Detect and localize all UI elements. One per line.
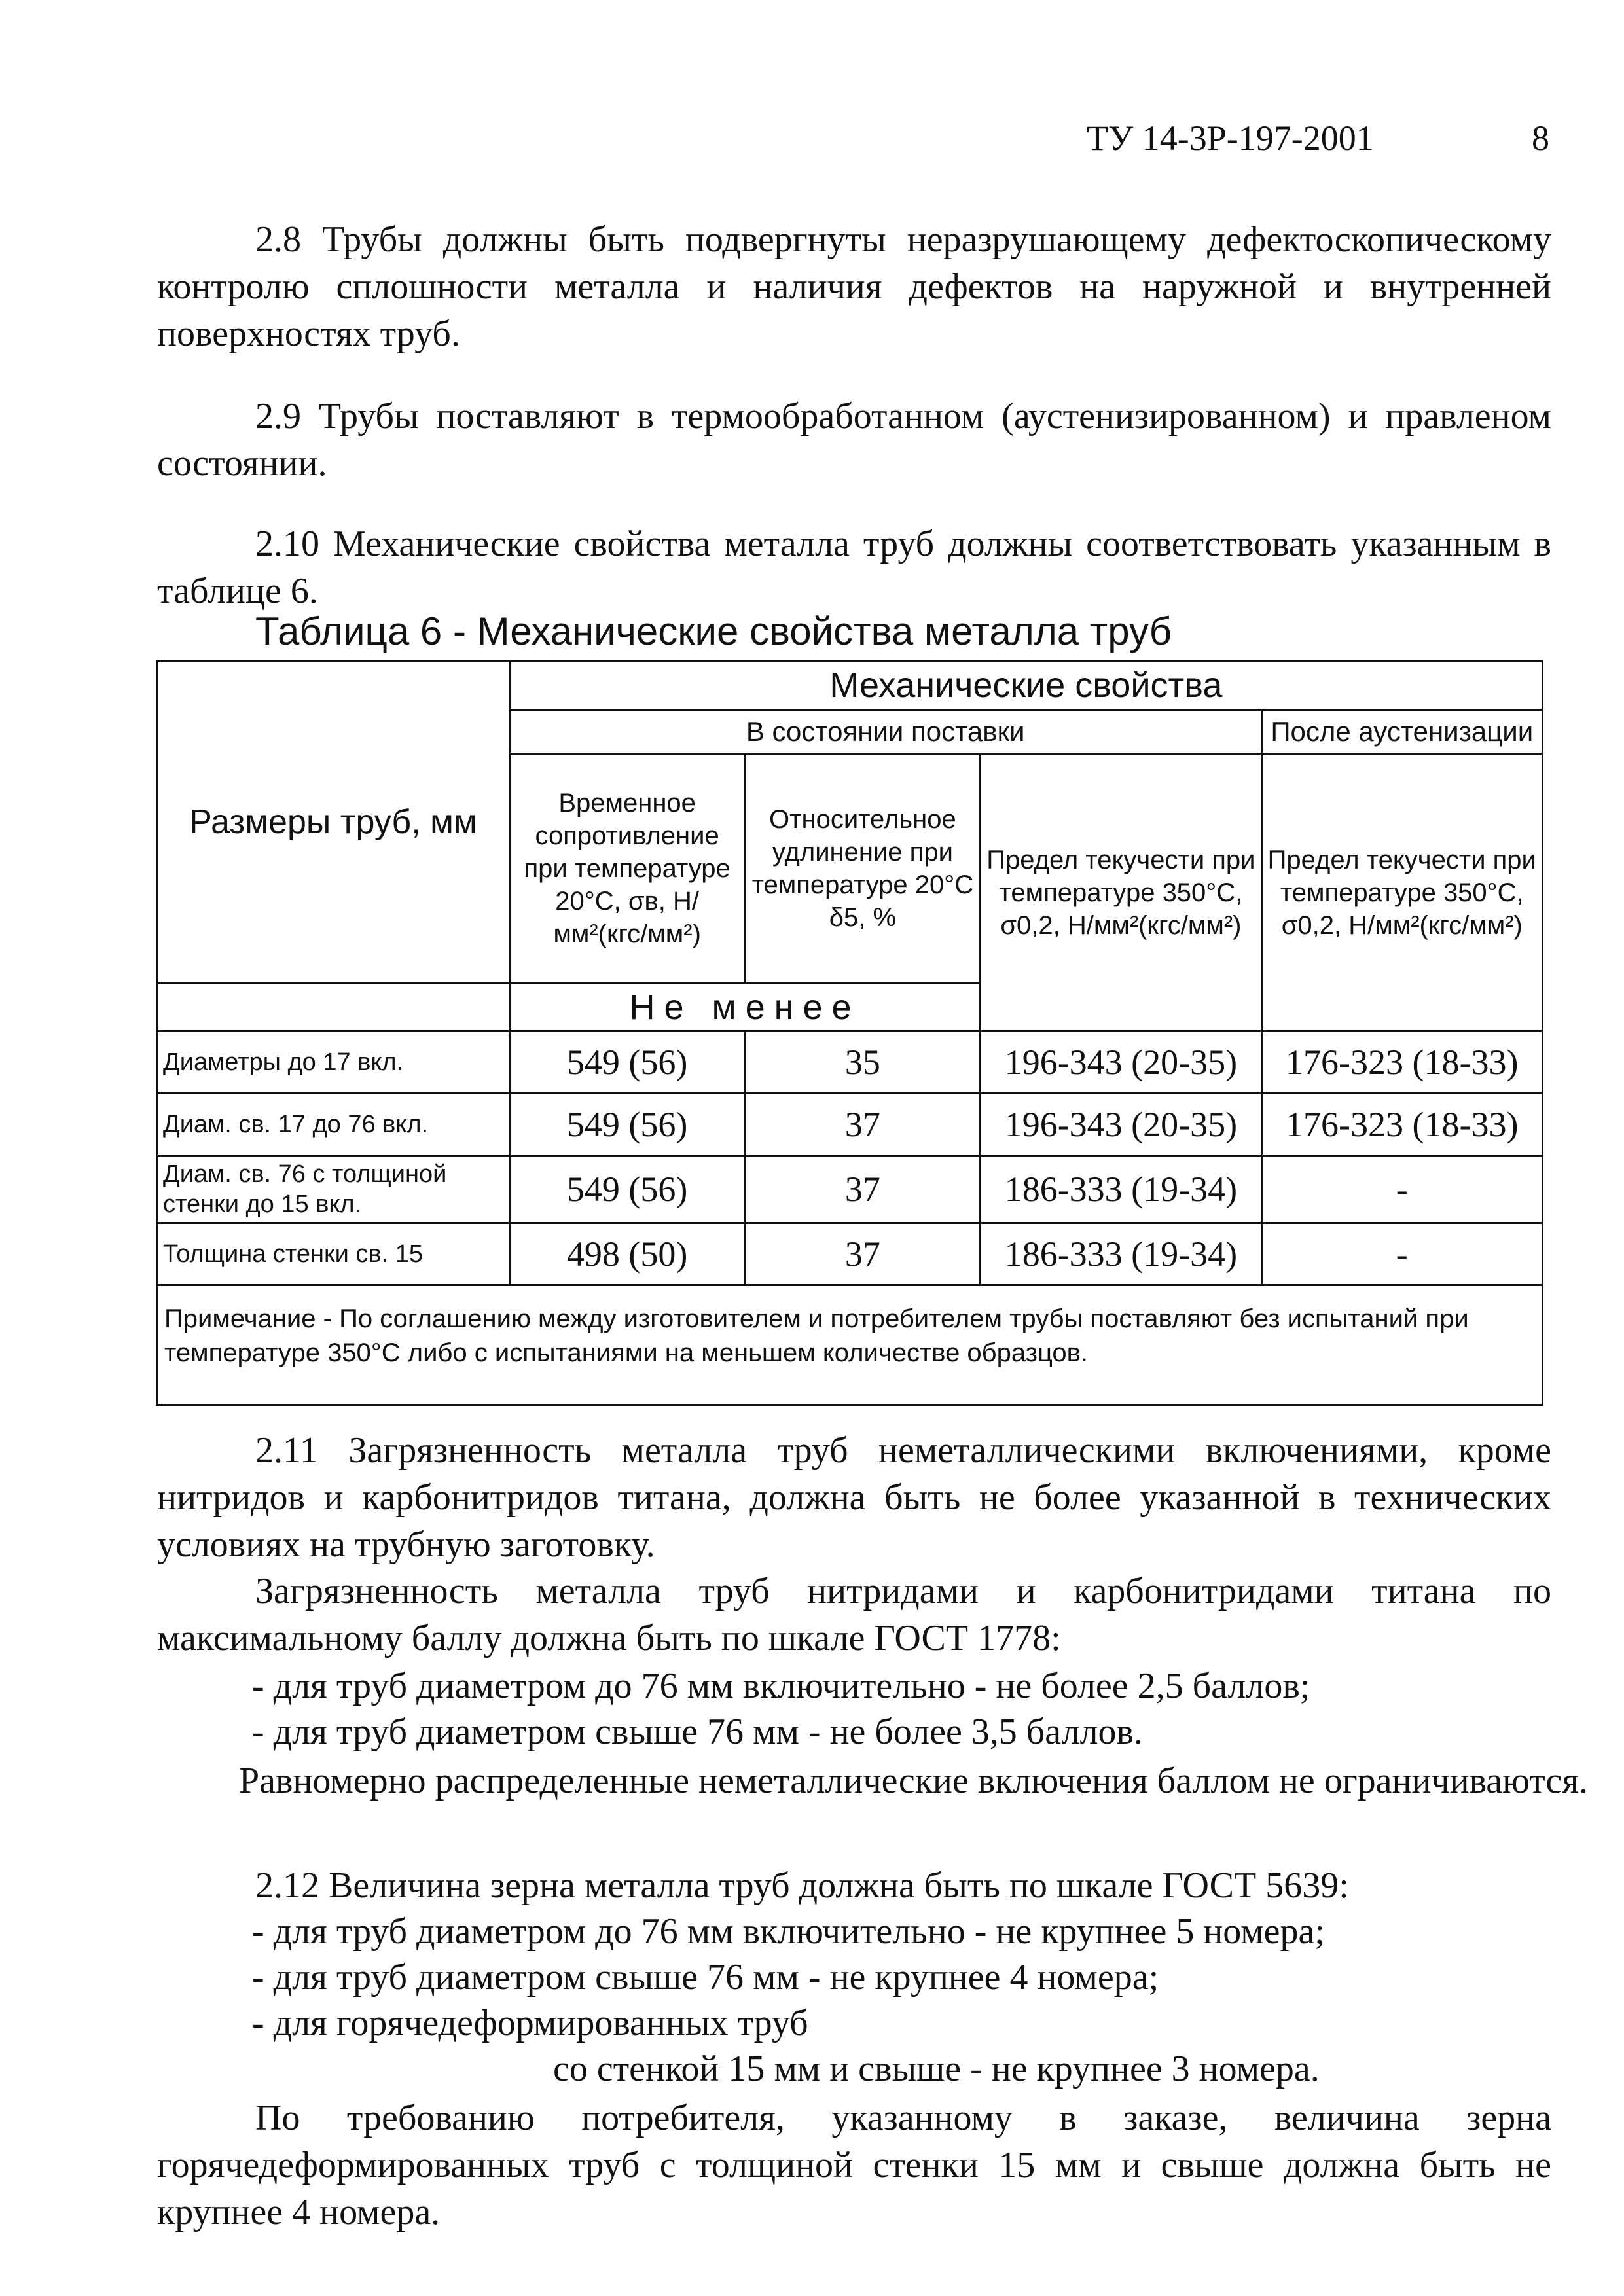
paragraph-2-11: 2.11 Загрязненность металла труб неметаллическими включениями, кроме нитридов и карбонитридов титана, должна быть не более указанной в технических условиях на трубную заготовку.	[157, 1430, 1551, 1565]
row-tensile: 498 (50)	[509, 1223, 745, 1285]
row-size: Диам. св. 17 до 76 вкл.	[157, 1094, 510, 1156]
paragraph-2-12: 2.12 Величина зерна металла труб должна быть по шкале ГОСТ 5639:	[255, 1865, 1349, 1906]
row-tensile: 549 (56)	[509, 1156, 745, 1223]
row-elongation: 37	[745, 1223, 981, 1285]
table-row	[157, 1156, 1543, 1223]
row-tensile: 549 (56)	[509, 1031, 745, 1094]
table-note-row	[157, 1285, 1543, 1405]
row-yield-after: 176-323 (18-33)	[1261, 1094, 1542, 1156]
table-row	[157, 1223, 1543, 1285]
header-yield-strength: Предел текучести при температуре 350°С, σ0,2, Н/мм²(кгс/мм²)	[981, 754, 1261, 1031]
list-item: - для труб диаметром до 76 мм включительно - не более 2,5 баллов;	[252, 1666, 1310, 1706]
list-item: со стенкой 15 мм и свыше - не крупнее 3 номера.	[553, 2049, 1320, 2089]
header-after-austenization: После аустенизации	[1261, 710, 1542, 754]
row-size: Диаметры до 17 вкл.	[157, 1031, 510, 1094]
header-yield-strength-after: Предел текучести при температуре 350°С, σ0,2, Н/мм²(кгс/мм²)	[1261, 754, 1542, 1031]
row-size: Диам. св. 76 с толщиной стенки до 15 вкл.	[157, 1156, 510, 1223]
paragraph-2-12-b: По требованию потребителя, указанному в заказе, величина зерна горячедеформированных труб с толщиной стенки 15 мм и свыше должна быть не крупнее 4 номера.	[157, 2098, 1551, 2233]
paragraph-2-11-b: Загрязненность металла труб нитридами и карбонитридами титана по максимальному баллу должна быть по шкале ГОСТ 1778:	[157, 1571, 1551, 1659]
paragraph-2-10: 2.10 Механические свойства металла труб должны соответствовать указанным в таблице 6.	[157, 524, 1551, 611]
row-yield: 186-333 (19-34)	[981, 1156, 1261, 1223]
table-row	[157, 1031, 1543, 1094]
paragraph-2-9: 2.9 Трубы поставляют в термообработанном (аустенизированном) и правленом состоянии.	[157, 396, 1551, 484]
paragraph-2-11-c: Равномерно распределенные неметаллические включения баллом не ограничиваются.	[239, 1761, 1589, 1801]
not-less-label: Не менее	[509, 984, 981, 1031]
row-yield-after: 176-323 (18-33)	[1261, 1031, 1542, 1094]
row-yield: 186-333 (19-34)	[981, 1223, 1261, 1285]
header-sizes: Размеры труб, мм	[157, 661, 510, 984]
table-row	[157, 1094, 1543, 1156]
mechanical-properties-table	[156, 660, 1543, 1406]
row-yield: 196-343 (20-35)	[981, 1031, 1261, 1094]
empty-cell	[157, 984, 510, 1031]
row-elongation: 35	[745, 1031, 981, 1094]
table-header-row	[157, 661, 1543, 710]
row-tensile: 549 (56)	[509, 1094, 745, 1156]
row-yield: 196-343 (20-35)	[981, 1094, 1261, 1156]
header-elongation: Относительное удлинение при температуре 20°С δ5, %	[745, 754, 981, 984]
row-elongation: 37	[745, 1094, 981, 1156]
row-yield-after: -	[1261, 1223, 1542, 1285]
list-item: - для горячедеформированных труб	[252, 2003, 808, 2043]
row-size: Толщина стенки св. 15	[157, 1223, 510, 1285]
document-number: ТУ 14-3Р-197-2001	[1087, 118, 1374, 158]
header-tensile-strength: Временное сопротивление при температуре 20°С, σв, Н/мм²(кгс/мм²)	[509, 754, 745, 984]
paragraph-2-8: 2.8 Трубы должны быть подвергнуты неразрушающему дефектоскопическому контролю сплошности металла и наличия дефектов на наружной и внутренней поверхностях труб.	[157, 219, 1551, 354]
list-item: - для труб диаметром до 76 мм включительно - не крупнее 5 номера;	[252, 1911, 1325, 1952]
row-yield-after: -	[1261, 1156, 1542, 1223]
row-elongation: 37	[745, 1156, 981, 1223]
list-item: - для труб диаметром свыше 76 мм - не более 3,5 баллов.	[252, 1712, 1143, 1752]
header-delivery-state: В состоянии поставки	[509, 710, 1261, 754]
page-number: 8	[1532, 118, 1549, 158]
table-caption: Таблица 6 - Механические свойства металла труб	[255, 609, 1172, 653]
table-note: Примечание - По соглашению между изготовителем и потребителем трубы поставляют без испытаний при температуре 350°С либо с испытаниями на меньшем количестве образцов.	[157, 1285, 1543, 1405]
header-mechanical-properties: Механические свойства	[509, 661, 1542, 710]
list-item: - для труб диаметром свыше 76 мм - не крупнее 4 номера;	[252, 1957, 1159, 1998]
